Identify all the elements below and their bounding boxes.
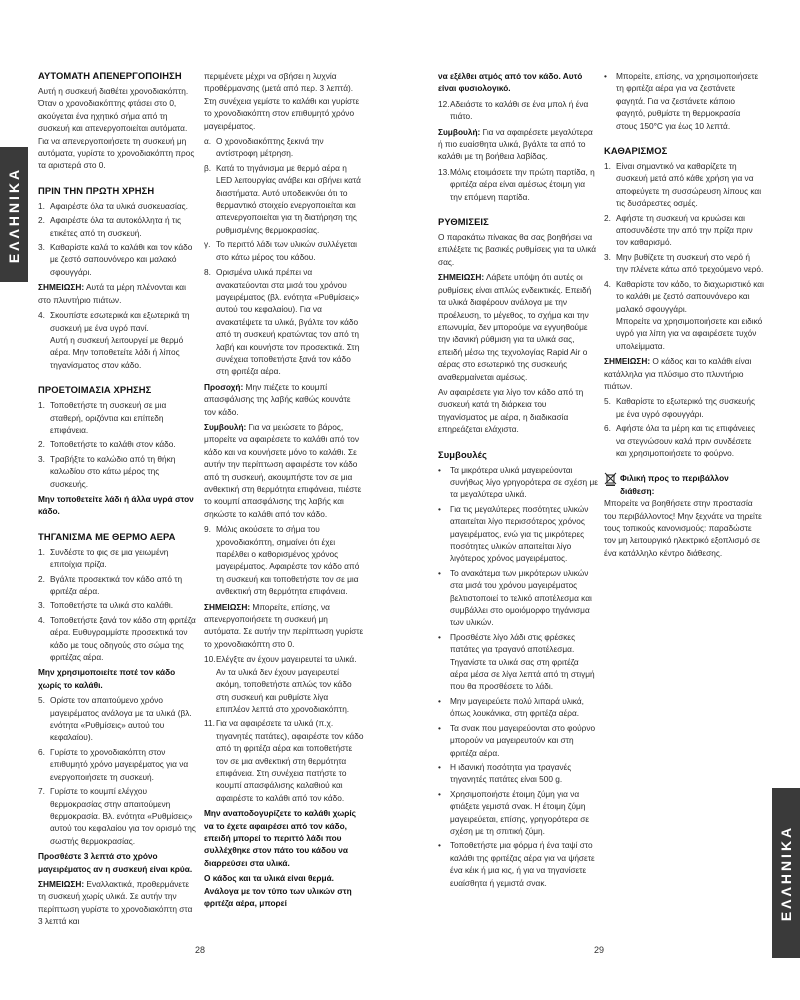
crossed-out-bin-icon [604, 472, 617, 486]
bold-warning: Μην αναποδογυρίζετε το καλάθι χωρίς να το έχετε αφαιρέσει από τον κάδο, επειδή μπορεί το περιττό λάδι που συλλέχθηκε στον πάτο του κάδου να διαρρεύσει στα υλικά. [204, 808, 356, 868]
list-item: • Τα μικρότερα υλικά μαγειρεύονται συνήθως λίγο γρηγορότερα σε σχέση με τα μεγαλύτερα υλικά. [438, 464, 598, 500]
list-item: • Το ανακάτεμα των μικρότερων υλικών στα μισά του χρόνου μαγειρέματος βελτιστοποιεί το τελικό αποτέλεσμα και συμβάλλει στο ομοιόμορφο τηγάνισμα των υλικών. [438, 567, 592, 628]
section-title-frying: ΤΗΓΑΝΙΣΜΑ ΜΕ ΘΕΡΜΟ ΑΕΡΑ [38, 530, 176, 542]
list-item: 1. Είναι σημαντικό να καθαρίζετε τη συσκευή μετά από κάθε χρήση για να αποφεύγετε τη συσσώρευση λίπους και τις δυσάρεστες οσμές. [604, 161, 762, 209]
continued-bold-text: να εξέλθει ατμός από τον κάδο. Αυτό είναι φυσιολογικό. [438, 71, 583, 94]
settings-text: Αν αφαιρέσετε για λίγο τον κάδο από τη συσκευή κατά τη διάρκεια του τηγανίσματος με αέρα, η διαδικασία επηρεάζεται ελάχιστα. [438, 386, 584, 435]
note: ΣΗΜΕΙΩΣΗ: Ο κάδος και το καλάθι είναι κατάλληλα για πλύσιμο στο πλυντήριο πιάτων. [604, 356, 752, 391]
list-item: 4. Καθαρίστε τον κάδο, το διαχωριστικό και το καλάθι με ζεστό σαπουνόνερο και μαλακό σφουγγάρι. Μπορείτε να χρησιμοποιήσετε και ειδικό υγρό για λίπη για να αφαιρέσετε τυχόν υπολείμματα. [604, 278, 764, 351]
list-item: • Τα σνακ που μαγειρεύονται στο φούρνο μπορούν να μαγειρευτούν και στη φριτέζα αέρα. [438, 722, 596, 758]
frying-list-cont [438, 98, 598, 123]
frying-list [38, 546, 198, 664]
page-number-left: 28 [195, 945, 206, 955]
language-label: ΕΛΛΗΝΙΚΑ [778, 824, 795, 922]
language-label: ΕΛΛΗΝΙΚΑ [6, 166, 23, 263]
section-title-auto-off: ΑΥΤΟΜΑΤΗ ΑΠΕΝΕΡΓΟΠΟΙΗΣΗ [38, 70, 182, 81]
list-item: 2. Βγάλτε προσεκτικά τον κάδο από τη φριτέζα αέρα. [38, 573, 183, 596]
list-item: 4. Σκουπίστε εσωτερικά και εξωτερικά τη συσκευή με ένα υγρό πανί. Αυτή η συσκευή λειτουργεί με θερμό αέρα. Μην τοποθετείτε λάδι ή λίπος τηγανίσματος στον κάδο. [38, 310, 190, 370]
section-title-tips: Συμβουλές [438, 448, 487, 460]
list-item: 11. Για να αφαιρέσετε τα υλικά (π.χ. τηγανητές πατάτες), αφαιρέστε τον κάδο από τη φριτέζα αέρα και τοποθετήστε τον σε μια ανθεκτική στη θερμότητα επιφάνεια. Στη συνέχεια πατήστε το κουμπί απασφάλισης καλαθιού και αφαιρέστε το καλάθι από τον κάδο. [204, 718, 364, 803]
tip: Συμβουλή: Για να αφαιρέσετε μεγαλύτερα ή πιο ευαίσθητα υλικά, βγάλτε τα από το καλάθι με τη βοήθεια λαβίδας. [438, 126, 593, 162]
section-title-first-use: ΠΡΙΝ ΤΗΝ ΠΡΩΤΗ ΧΡΗΣΗ [38, 184, 155, 196]
frying-list-cont [38, 694, 198, 847]
list-item: 6. Γυρίστε το χρονοδιακόπτη στον επιθυμητό χρόνο μαγειρέματος για να ενεργοποιήσετε τη συσκευή. [38, 746, 189, 782]
settings-intro: Ο παρακάτω πίνακας θα σας βοηθήσει να επιλέξετε τις βασικές ρυθμίσεις για τα υλικά σας. [438, 232, 597, 267]
list-item: 10. Ελέγξτε αν έχουν μαγειρευτεί τα υλικά. Αν τα υλικά δεν έχουν μαγειρευτεί ακόμη, τοποθετήστε απλώς τον κάδο στη συσκευή και ρυθμίστε λίγα επιπλέον λεπτά στο χρονοδιακόπτη. [204, 654, 357, 714]
list-item: 8. Ορισμένα υλικά πρέπει να ανακατεύονται στα μισά του χρόνου μαγειρέματος (βλ. ενότητα «Ρυθμίσεις» αυτού του κεφαλαίου). Για να ανακατέψετε τα υλικά, βγάλτε τον κάδο από τη συσκευή κρατώντας τον από τη λαβή και κουνήστε τον προσεκτικά. Στη συνέχεια τοποθετήστε ξανά τον κάδο στη φριτέζα αέρα. [204, 267, 360, 377]
note: ΣΗΜΕΙΩΣΗ: Λάβετε υπόψη ότι αυτές οι ρυθμίσεις είναι απλώς ενδεικτικές. Επειδή τα υλικά διαφέρουν ανάλογα με την προέλευση, το μέγεθος, το σχήμα και την επωνυμία, δεν μπορούμε να εγγυηθούμε την ιδανική ρύθμιση για τα υλικά σας, επειδή μέσω της τεχνολογίας Rapid Air ο αέρας στο εσωτερικό της συσκευής αναθερμαίνεται αμέσως. [438, 272, 592, 382]
list-item: 1. Τοποθετήστε τη συσκευή σε μια σταθερή, οριζόντια και επίπεδη επιφάνεια. [38, 400, 167, 435]
tips-list [438, 464, 598, 889]
section-title-settings: ΡΥΘΜΙΣΕΙΣ [438, 216, 489, 228]
note: ΣΗΜΕΙΩΣΗ: Εναλλακτικά, προθερμάνετε τη συσκευή χωρίς υλικά. Σε αυτήν την περίπτωση γυρίστε το χρονοδιακόπτη στα 3 λεπτά και [38, 878, 193, 927]
frying-list-cont [204, 523, 364, 597]
language-side-tab-right [772, 788, 800, 958]
auto-off-text: Αυτή η συσκευή διαθέτει χρονοδιακόπτη. Όταν ο χρονοδιακόπτης φτάσει στο 0, ακούγεται ένα ηχητικό σήμα από τη συσκευή και απενεργοποιείται αυτόματα. Για να απενεργοποιήσετε τη συσκευή μη αυτόματα, γυρίστε το χρονοδιακόπτη προς τα αριστερά στο 0. [38, 86, 195, 171]
list-item: 1. Συνδέστε το φις σε μια γειωμένη επιτοίχια πρίζα. [38, 546, 169, 570]
list-item: β. Κατά το τηγάνισμα με θερμό αέρα η LED λειτουργίας ανάβει και σβήνει κατά διαστήματα. Αυτό υποδεικνύει ότι το θερμαντικό στοιχείο ενεργοποιείται και απενεργοποιείται για τη διατήρηση της ρυθμισμένης θερμοκρασίας. [204, 162, 361, 235]
note: ΣΗΜΕΙΩΣΗ: Αυτά τα μέρη πλένονται και στο πλυντήριο πιάτων. [38, 282, 186, 305]
column-1 [38, 70, 198, 931]
bold-tip: Προσθέστε 3 λεπτά στο χρόνο μαγειρέματος αν η συσκευή είναι κρύα. [38, 851, 193, 874]
column-2 [204, 70, 364, 912]
list-item: • Χρησιμοποιήστε έτοιμη ζύμη για να φτιάξετε γεμιστά σνακ. Η έτοιμη ζύμη μαγειρεύεται, επίσης, γρηγορότερα σε σχέση με τη σπιτική ζύμη. [438, 788, 590, 836]
bold-warning: Ο κάδος και τα υλικά είναι θερμά. Ανάλογα με τον τύπο των υλικών στη φριτέζα αέρα, μπορεί [204, 873, 352, 908]
cleaning-list [604, 160, 764, 352]
warning: Μην χρησιμοποιείτε ποτέ τον κάδο χωρίς το καλάθι. [38, 667, 176, 690]
list-item: 7. Γυρίστε το κουμπί ελέγχου θερμοκρασίας στην απαιτούμενη θερμοκρασία. Βλ. ενότητα «Ρυθμίσεις» αυτού του κεφαλαίου για τον ορισμό της σωστής θερμοκρασίας. [38, 786, 196, 846]
column-3 [438, 70, 598, 892]
continued-text: περιμένετε μέχρι να σβήσει η λυχνία προθέρμανσης (μετά από περ. 3 λεπτά). Στη συνέχεια γεμίστε το καλάθι και γυρίστε το χρονοδιακόπτη στον επιθυμητό χρόνο μαγειρέματος. [204, 71, 360, 131]
list-item: 3. Τραβήξτε το καλώδιο από τη θήκη καλωδίου στο κάτω μέρος της συσκευής. [38, 453, 176, 489]
list-item: • Μην μαγειρεύετε πολύ λιπαρά υλικά, όπως λουκάνικα, στη φριτέζα αέρα. [438, 695, 584, 719]
list-item: • Προσθέστε λίγο λάδι στις φρέσκες πατάτες για τραγανό αποτέλεσμα. Τηγανίστε τα υλικά σας στη φριτέζα αέρα μέσα σε λίγα λεπτά από τη στιγμή που θα προσθέσετε το λάδι. [438, 631, 595, 692]
tip: Συμβουλή: Για να μειώσετε το βάρος, μπορείτε να αφαιρέσετε το καλάθι από τον κάδο και να κουνήσετε μόνο το καλάθι. Σε αυτήν την περίπτωση αφαιρέστε τον κάδο από τη συσκευή, ακουμπήστε τον σε μια ανθεκτική στη θερμότητα επιφάνεια, πιέστε το κουμπί απασφάλισης της λαβής και σηκώστε το καλάθι από τον κάδο. [204, 421, 362, 519]
list-item: γ. Το περιττό λάδι των υλικών συλλέγεται στο κάτω μέρος του κάδου. [204, 239, 358, 262]
first-use-list [38, 200, 198, 278]
list-item: 2. Αφαιρέστε όλα τα αυτοκόλλητα ή τις ετικέτες από τη συσκευή. [38, 215, 182, 238]
list-item: • Η ιδανική ποσότητα για τραγανές τηγανητές πατάτες είναι 500 g. [438, 761, 572, 785]
environment-section [604, 472, 764, 559]
language-side-tab-left [0, 147, 28, 282]
tips-list-cont [604, 70, 764, 132]
section-title-cleaning: ΚΑΘΑΡΙΣΜΟΣ [604, 145, 668, 157]
list-item: α. Ο χρονοδιακόπτης ξεκινά την αντίστροφη μέτρηση. [204, 136, 324, 159]
list-item: 6. Αφήστε όλα τα μέρη και τις επιφάνειες να στεγνώσουν καλά πριν συνδέσετε και χρησιμοποιήσετε το φούρνο. [604, 423, 756, 458]
list-item: 3. Τοποθετήστε τα υλικά στο καλάθι. [38, 600, 174, 611]
frying-list-cont [204, 266, 364, 378]
list-item: 4. Τοποθετήστε ξανά τον κάδο στη φριτέζα αέρα. Ευθυγραμμίστε προσεκτικά τον κάδο με τους οδηγούς στο σώμα της φριτέζας αέρα. [38, 614, 196, 663]
sub-list [204, 135, 364, 263]
list-item: • Μπορείτε, επίσης, να χρησιμοποιήσετε τη φριτέζα αέρα για να ζεστάνετε φαγητά. Για να ζεστάνετε κάποιο φαγητό, ρυθμίστε τη θερμοκρασία στους 150°C για έως 10 λεπτά. [604, 71, 759, 131]
list-item: • Τοποθετήστε μια φόρμα ή ένα ταψί στο καλάθι της φριτέζας αέρα για να ψήσετε ένα κέικ ή μια κις, ή για να τηγανίσετε ευαίσθητα ή γεμιστά σνακ. [438, 840, 595, 888]
environment-text: Μπορείτε να βοηθήσετε στην προστασία του περιβάλλοντος! Μην ξεχνάτε να τηρείτε τους τοπικούς κανονισμούς: παραδώστε τον μη λειτουργικό ηλεκτρικό εξοπλισμό σε ένα κατάλληλο κέντρο διάθεσης. [604, 498, 762, 558]
note: ΣΗΜΕΙΩΣΗ: Μπορείτε, επίσης, να απενεργοποιήσετε τη συσκευή μη αυτόματα. Σε αυτήν την περίπτωση γυρίστε το χρονοδιακόπτη στο 0. [204, 601, 364, 649]
list-item: 2. Αφήστε τη συσκευή να κρυώσει και αποσυνδέστε την από την πρίζα πριν τον καθαρισμό. [604, 212, 753, 248]
section-title-preparation: ΠΡΟΕΤΟΙΜΑΣΙΑ ΧΡΗΣΗΣ [38, 384, 152, 396]
list-item: 1. Αφαιρέστε όλα τα υλικά συσκευασίας. [38, 200, 188, 211]
list-item: 9. Μόλις ακούσετε το σήμα του χρονοδιακόπτη, σημαίνει ότι έχει παρέλθει ο καθορισμένος χρόνος μαγειρέματος. Αφαιρέστε τον κάδο από τη συσκευή και τοποθετήστε τον σε μια ανθεκτική στη θερμότητα επιφάνεια. [204, 524, 360, 597]
list-item: 2. Τοποθετήστε το καλάθι στον κάδο. [38, 439, 176, 450]
warning: Μην τοποθετείτε λάδι ή άλλα υγρά στον κάδο. [38, 493, 194, 517]
list-item: • Για τις μεγαλύτερες ποσότητες υλικών απαιτείται λίγο περισσότερος χρόνος μαγειρέματος, ενώ για τις μικρότερες ποσότητες υλικών απαιτείται λίγο λιγότερος χρόνος μαγειρέματος. [438, 503, 589, 564]
column-4 [604, 70, 764, 562]
list-item: 12. Αδειάστε το καλάθι σε ένα μπολ ή ένα πιάτο. [438, 98, 589, 122]
frying-list-cont [438, 166, 598, 203]
list-item: 3. Καθαρίστε καλά το καλάθι και τον κάδο με ζεστό σαπουνόνερο και μαλακό σφουγγάρι. [38, 242, 193, 277]
list-item: 5. Ορίστε τον απαιτούμενο χρόνο μαγειρέματος ανάλογα με τα υλικά (βλ. ενότητα «Ρυθμίσεις» αυτού του κεφαλαίου). [38, 695, 192, 743]
cleaning-list-cont [604, 395, 764, 459]
list-item: 3. Μην βυθίζετε τη συσκευή στο νερό ή την πλένετε κάτω από τρεχούμενο νερό. [604, 251, 764, 275]
list-item: 5. Καθαρίστε το εξωτερικό της συσκευής με ένα υγρό σφουγγάρι. [604, 396, 755, 419]
preparation-list [38, 399, 198, 490]
caution: Προσοχή: Μην πιέζετε το κουμπί απασφάλισης της λαβής καθώς κουνάτε τον κάδο. [204, 381, 351, 417]
list-item: 13. Μόλις ετοιμάσετε την πρώτη παρτίδα, η φριτέζα αέρα είναι αμέσως έτοιμη για την επόμενη παρτίδα. [438, 166, 595, 202]
frying-list-cont [204, 653, 364, 804]
page-number-right: 29 [594, 945, 605, 955]
first-use-list-cont [38, 309, 198, 371]
environment-title: Φιλική προς το περιβάλλον διάθεση: [620, 473, 729, 496]
